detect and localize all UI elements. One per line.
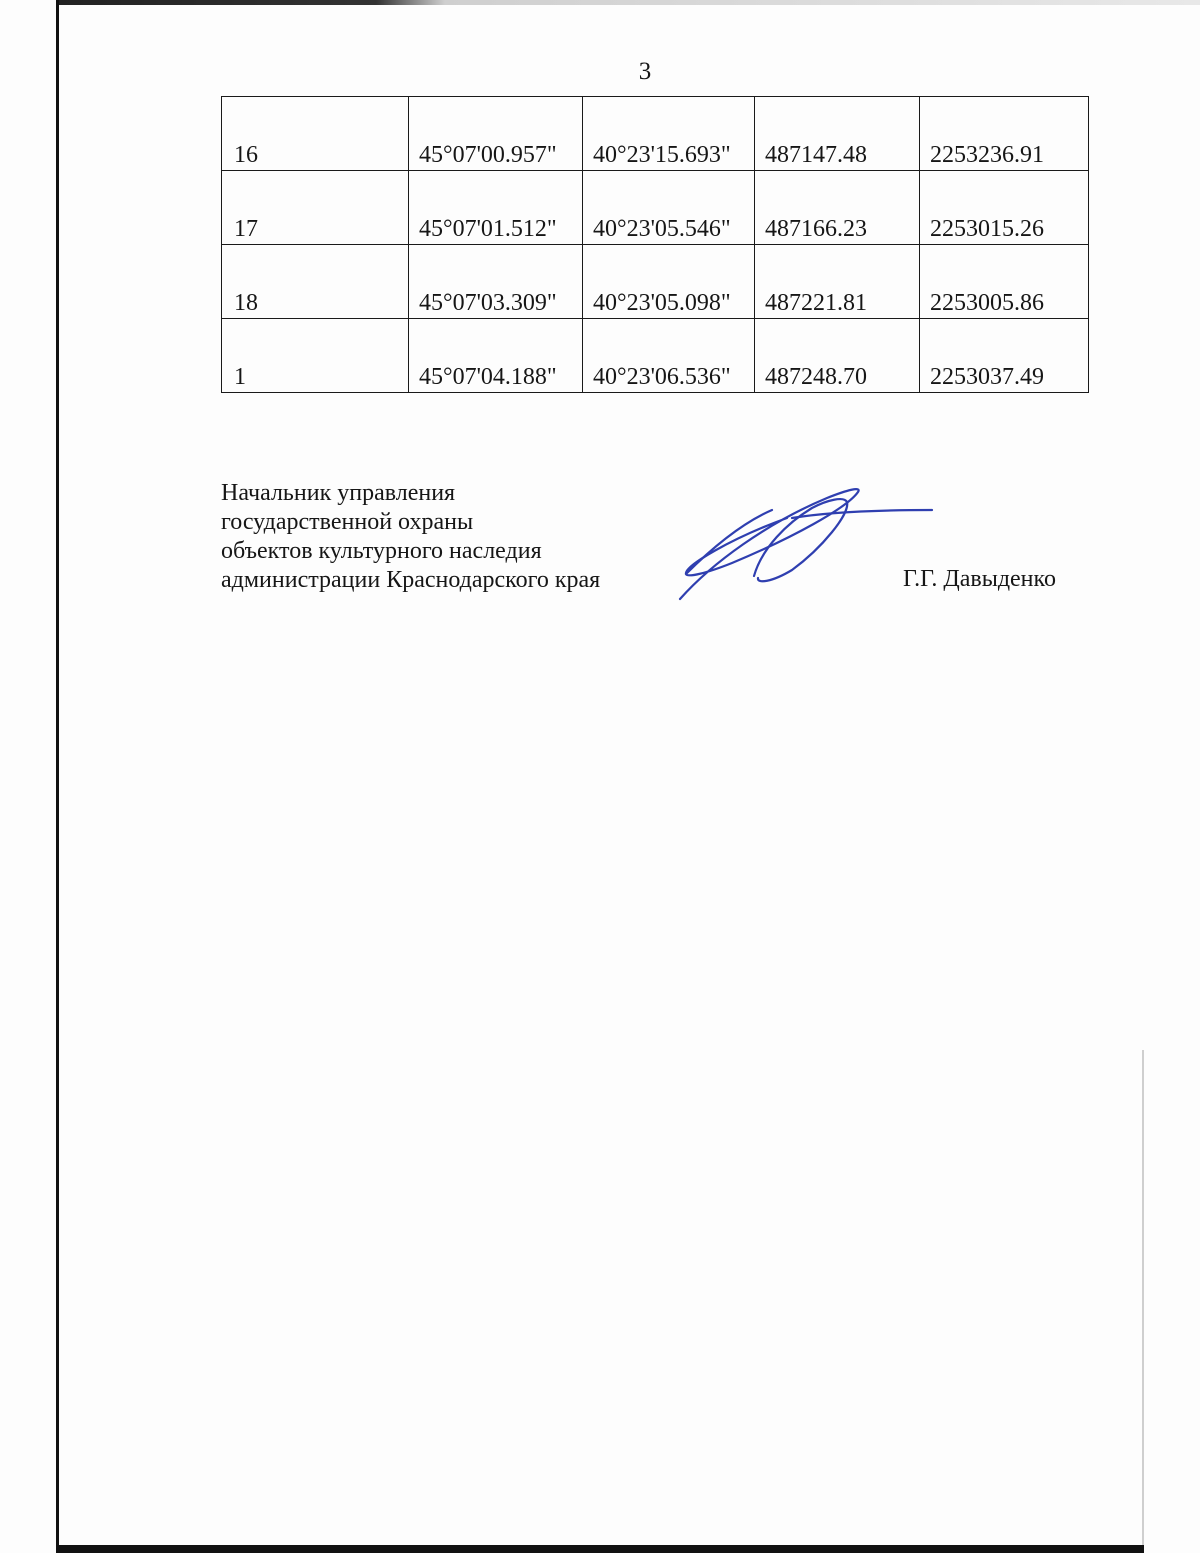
signer-title — [221, 479, 600, 595]
y-coordinate-cell: 2253037.49 — [920, 319, 1089, 393]
latitude-cell: 45°07'04.188" — [409, 319, 583, 393]
x-coordinate-cell: 487166.23 — [755, 171, 920, 245]
scan-edge-left — [56, 0, 59, 1553]
handwritten-signature — [672, 478, 942, 603]
point-number-cell: 16 — [222, 97, 409, 171]
table-row — [222, 245, 1089, 319]
signer-title-line: государственной охраны — [221, 509, 474, 535]
point-number-cell: 1 — [222, 319, 409, 393]
scan-edge-bottom — [56, 1545, 1144, 1553]
signature-stroke — [792, 510, 932, 518]
coordinates-table — [221, 96, 1089, 393]
table-row — [222, 97, 1089, 171]
signer-title-line: администрации Краснодарского края — [221, 567, 601, 593]
signer-name: Г.Г. Давыденко — [903, 566, 1056, 592]
signer-title-line: объектов культурного наследия — [221, 538, 542, 564]
x-coordinate-cell: 487147.48 — [755, 97, 920, 171]
y-coordinate-cell: 2253236.91 — [920, 97, 1089, 171]
point-number-cell: 17 — [222, 171, 409, 245]
latitude-cell: 45°07'03.309" — [409, 245, 583, 319]
table-row — [222, 319, 1089, 393]
latitude-cell: 45°07'00.957" — [409, 97, 583, 171]
y-coordinate-cell: 2253015.26 — [920, 171, 1089, 245]
longitude-cell: 40°23'06.536" — [583, 319, 755, 393]
latitude-cell: 45°07'01.512" — [409, 171, 583, 245]
x-coordinate-cell: 487221.81 — [755, 245, 920, 319]
longitude-cell: 40°23'05.098" — [583, 245, 755, 319]
longitude-cell: 40°23'15.693" — [583, 97, 755, 171]
y-coordinate-cell: 2253005.86 — [920, 245, 1089, 319]
table-row — [222, 171, 1089, 245]
scan-edge-top — [56, 0, 1200, 5]
page-number: 3 — [638, 58, 652, 85]
longitude-cell: 40°23'05.546" — [583, 171, 755, 245]
signature-stroke — [680, 489, 859, 599]
signer-title-line: Начальник управления — [221, 480, 456, 506]
scan-edge-right — [1142, 1050, 1144, 1553]
x-coordinate-cell: 487248.70 — [755, 319, 920, 393]
point-number-cell: 18 — [222, 245, 409, 319]
